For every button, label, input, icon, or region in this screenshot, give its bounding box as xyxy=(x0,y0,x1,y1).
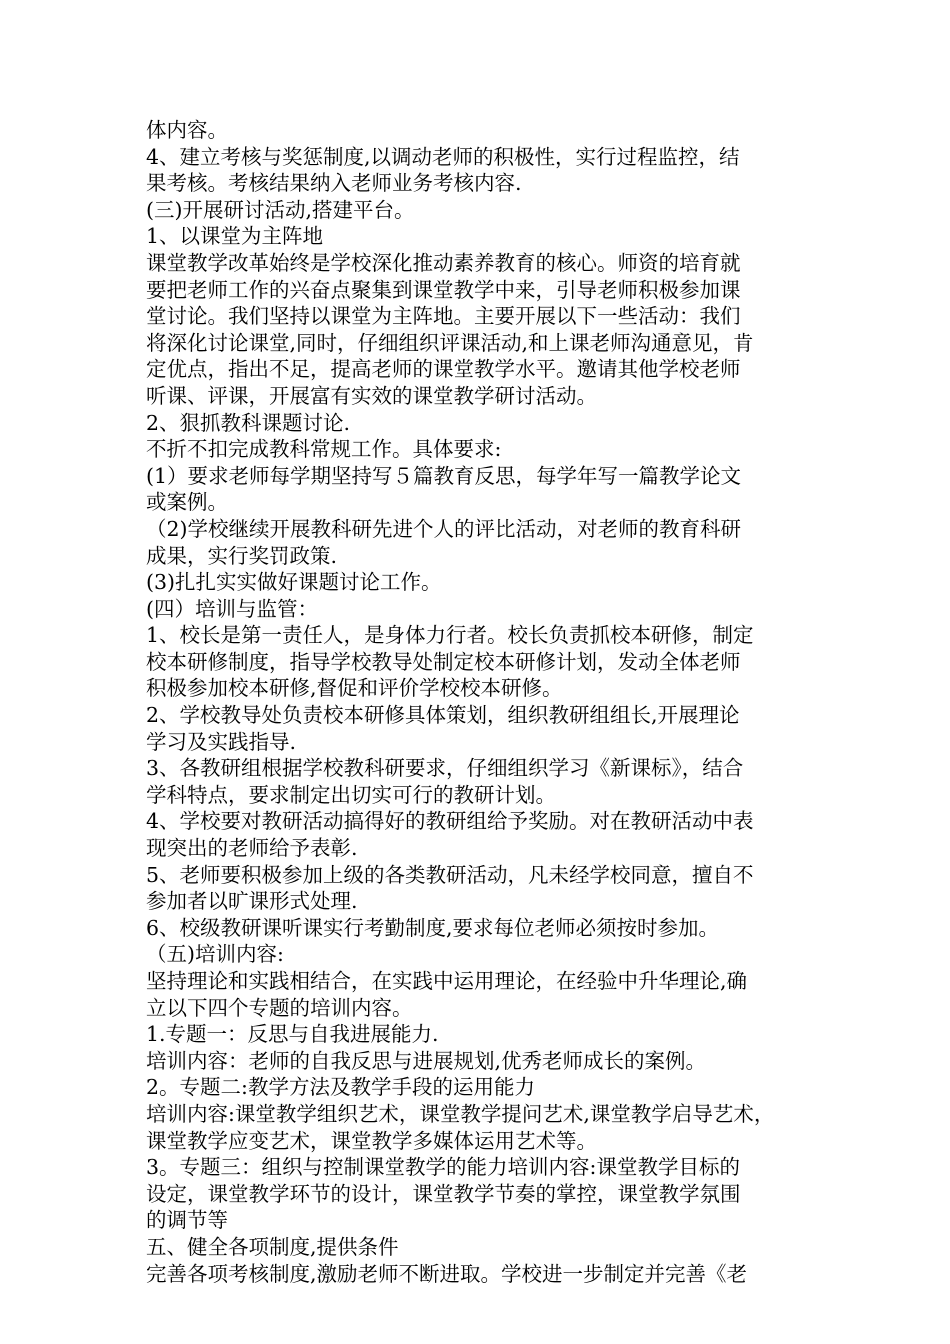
text-line: 要把老师工作的兴奋点聚集到课堂教学中来，引导老师积极参加课 xyxy=(146,277,741,302)
text-line: 完善各项考核制度,激励老师不断进取。学校进一步制定并完善《老 xyxy=(146,1261,748,1286)
text-line: 4、学校要对教研活动搞得好的教研组给予奖励。对在教研活动中表 xyxy=(146,809,754,834)
text-line: (三)开展研讨活动,搭建平台。 xyxy=(146,197,415,222)
text-line: 课堂教学应变艺术，课堂教学多媒体运用艺术等。 xyxy=(146,1128,597,1153)
text-line: 不折不扣完成教科常规工作。具体要求: xyxy=(146,437,502,462)
text-line: 课堂教学改革始终是学校深化推动素养教育的核心。师资的培育就 xyxy=(146,250,741,275)
text-line: 体内容。 xyxy=(146,118,228,142)
text-line: 立以下四个专题的培训内容。 xyxy=(146,995,413,1020)
text-line: 培训内容：老师的自我反思与进展规划,优秀老师成长的案例。 xyxy=(146,1048,707,1073)
text-line: 堂讨论。我们坚持以课堂为主阵地。主要开展以下一些活动：我们 xyxy=(146,304,741,329)
text-line: 1、以课堂为主阵地 xyxy=(146,224,324,249)
text-line: 果考核。考核结果纳入老师业务考核内容. xyxy=(146,171,522,196)
text-line: （2)学校继续开展教科研先进个人的评比活动，对老师的教育科研 xyxy=(146,516,742,541)
text-line: 积极参加校本研修,督促和评价学校校本研修。 xyxy=(146,676,563,701)
text-line: 6、校级教研课听课实行考勤制度,要求每位老师必须按时参加。 xyxy=(146,915,720,940)
text-line: （五)培训内容: xyxy=(146,942,284,967)
text-line: 校本研修制度，指导学校教导处制定校本研修计划，发动全体老师 xyxy=(146,649,741,674)
text-line: 参加者以旷课形式处理. xyxy=(146,889,358,914)
text-line: 五、健全各项制度,提供条件 xyxy=(146,1234,399,1259)
text-line: 坚持理论和实践相结合，在实践中运用理论，在经验中升华理论,确 xyxy=(146,969,748,993)
text-line: 现突出的老师给予表彰. xyxy=(146,836,358,861)
text-line: 5、老师要积极参加上级的各类教研活动，凡未经学校同意，擅自不 xyxy=(146,862,754,887)
text-line: 听课、评课，开展富有实效的课堂教学研讨活动。 xyxy=(146,383,597,408)
text-line: 或案例。 xyxy=(146,490,228,515)
text-line: (3)扎扎实实做好课题讨论工作。 xyxy=(146,570,442,595)
text-line: 的调节等 xyxy=(146,1208,228,1233)
text-line: 2、学校教导处负责校本研修具体策划，组织教研组组长,开展理论 xyxy=(146,703,740,728)
text-line: 1、校长是第一责任人，是身体力行者。校长负责抓校本研修，制定 xyxy=(146,623,754,648)
text-line: 成果，实行奖罚政策. xyxy=(146,543,338,568)
text-line: 4、建立考核与奖惩制度,以调动老师的积极性，实行过程监控，结 xyxy=(146,144,740,169)
text-line: 定优点，指出不足，提高老师的课堂教学水平。邀请其他学校老师 xyxy=(146,357,741,382)
text-line: 学习及实践指导. xyxy=(146,729,297,754)
text-line: 学科特点，要求制定出切实可行的教研计划。 xyxy=(146,782,556,807)
text-line: (1）要求老师每学期坚持写５篇教育反思，每学年写一篇教学论文 xyxy=(146,463,742,488)
text-line: 培训内容:课堂教学组织艺术，课堂教学提问艺术,课堂教学启导艺术， xyxy=(146,1101,775,1126)
document-body xyxy=(146,117,814,1287)
text-line: 3、各教研组根据学校教科研要求，仔细组织学习《新课标》，结合 xyxy=(146,756,744,781)
text-line: 将深化讨论课堂,同时，仔细组织评课活动,和上课老师沟通意见，肯 xyxy=(146,330,754,355)
text-line: (四）培训与监管： xyxy=(146,596,318,621)
text-line: 3。专题三：组织与控制课堂教学的能力培训内容:课堂教学目标的 xyxy=(146,1155,740,1180)
text-line: 1.专题一：反思与自我进展能力. xyxy=(146,1022,439,1047)
text-line: 2、狠抓教科课题讨论. xyxy=(146,410,351,435)
text-line: 设定，课堂教学环节的设计，课堂教学节奏的掌控，课堂教学氛围 xyxy=(146,1181,741,1206)
text-line: 2。专题二:教学方法及教学手段的运用能力 xyxy=(146,1075,535,1100)
